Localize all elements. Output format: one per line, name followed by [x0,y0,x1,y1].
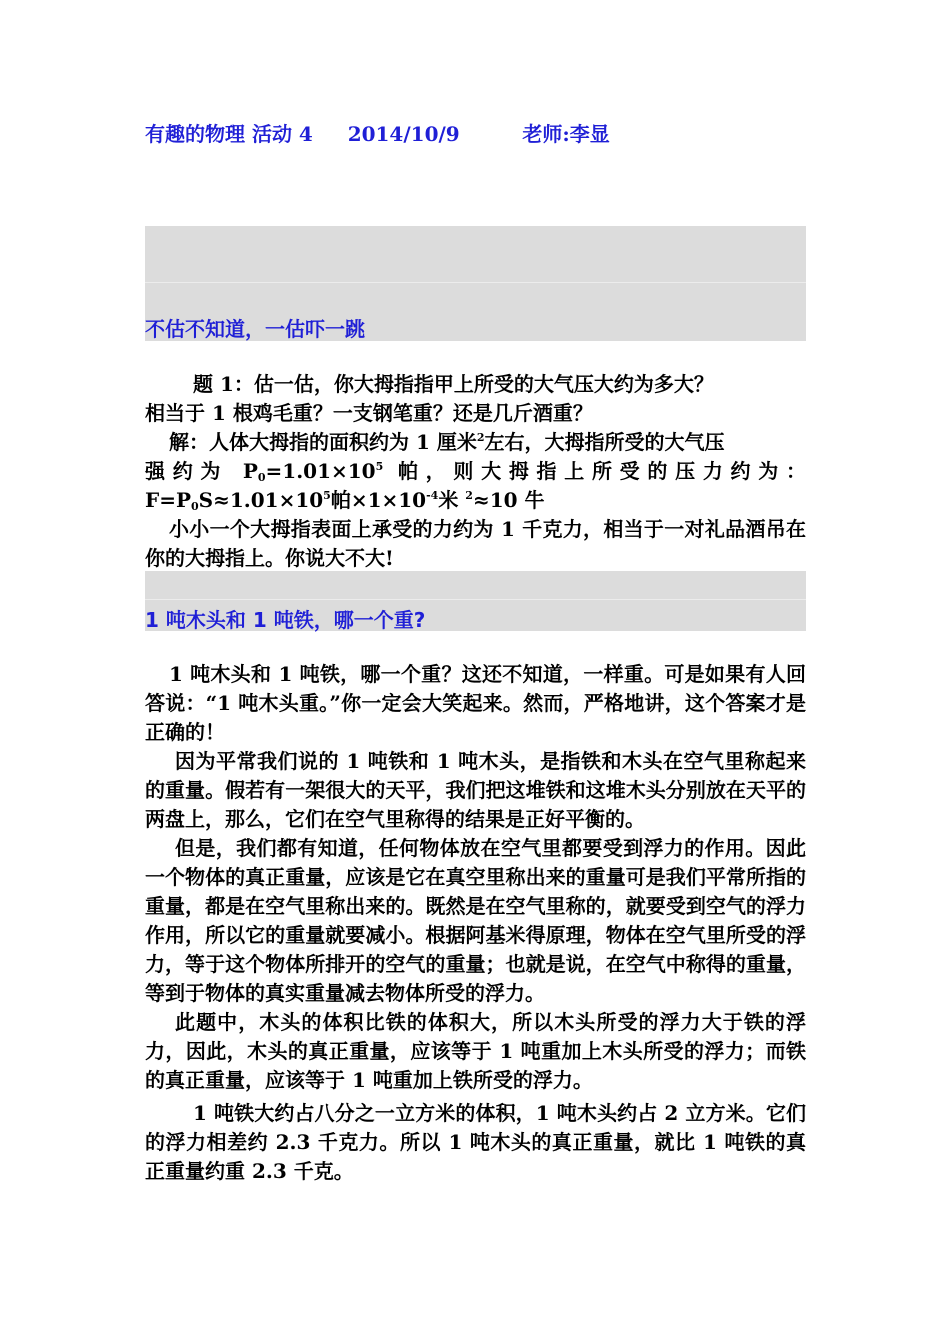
section-1-title: 不估不知道，一估吓一跳 [145,317,365,341]
section-2-body [145,660,806,1186]
solution-line-1: 解：人体大拇指的面积约为 1 厘米$^2$左右，大拇指所受的大气压 [169,430,725,454]
header-date: 2014/10/9 [347,122,460,146]
document-header [145,118,610,147]
question-1: 题 1：估一估，你大拇指指甲上所受的大气压大约为多大？ 相当于 1 根鸡毛重？一支钢笔重？还是几斤酒重？ [145,372,714,425]
section-1-body [145,370,806,573]
solution-line-2: 强约为 $P_0=1.01\times 10^5$ 帕，则大拇指上所受的压力约为： [145,459,806,484]
course-name: 有趣的物理 [145,122,245,146]
section-2-paragraph-1: 1 吨木头和 1 吨铁，哪一个重？这还不知道，一样重。可是如果有人回答说：“1 吨木头重。”你一定会大笑起来。然而，严格地讲，这个答案才是正确的！ [145,662,806,744]
teacher-name: 老师:李显 [522,122,610,146]
solution-formula: $F=P_0S\approx 1.01\times 10^5$帕$\times 1\times 10^{-4}$米 $^2$≈10 牛 [145,488,545,513]
section-1-conclusion: 小小一个大拇指表面上承受的力约为 1 千克力，相当于一对礼品酒吊在你的大拇指上。你说大不大! [145,517,806,570]
section-2-paragraph-5: 1 吨铁大约占八分之一立方米的体积，1 吨木头约占 2 立方米。它们的浮力相差约 2.3 千克力。所以 1 吨木头的真正重量，就比 1 吨铁的真正重量约重 2.3 千克。 [145,1101,806,1183]
section-2-paragraph-4: 此题中，木头的体积比铁的体积大，所以木头所受的浮力大于铁的浮力，因此，木头的真正重量，应该等于 1 吨重加上木头所受的浮力；而铁的真正重量，应该等于 1 吨重加上铁所受的浮力。 [145,1010,806,1092]
section-2-paragraph-3: 但是，我们都有知道，任何物体放在空气里都要受到浮力的作用。因此一个物体的真正重量，应该是它在真空里称出来的重量可是我们平常所指的重量，都是在空气里称出来的。既然是在空气里称的，就要受到空气的浮力作用，所以它的重量就要减小。根据阿基米得原理，物体在空气里所受的浮力，等于这个物体所排开的空气的重量；也就是说，在空气中称得的重量，等到于物体的真实重量减去物体所受的浮力。 [145,836,806,1005]
section-2-paragraph-2: 因为平常我们说的 1 吨铁和 1 吨木头，是指铁和木头在空气里称起来的重量。假若有一架很大的天平，我们把这堆铁和这堆木头分别放在天平的两盘上，那么，它们在空气里称得的结果是正好平衡的。 [145,749,806,831]
activity-number: 活动 4 [251,122,313,146]
section-2-title: 1 吨木头和 1 吨铁，哪一个重? [145,608,426,632]
